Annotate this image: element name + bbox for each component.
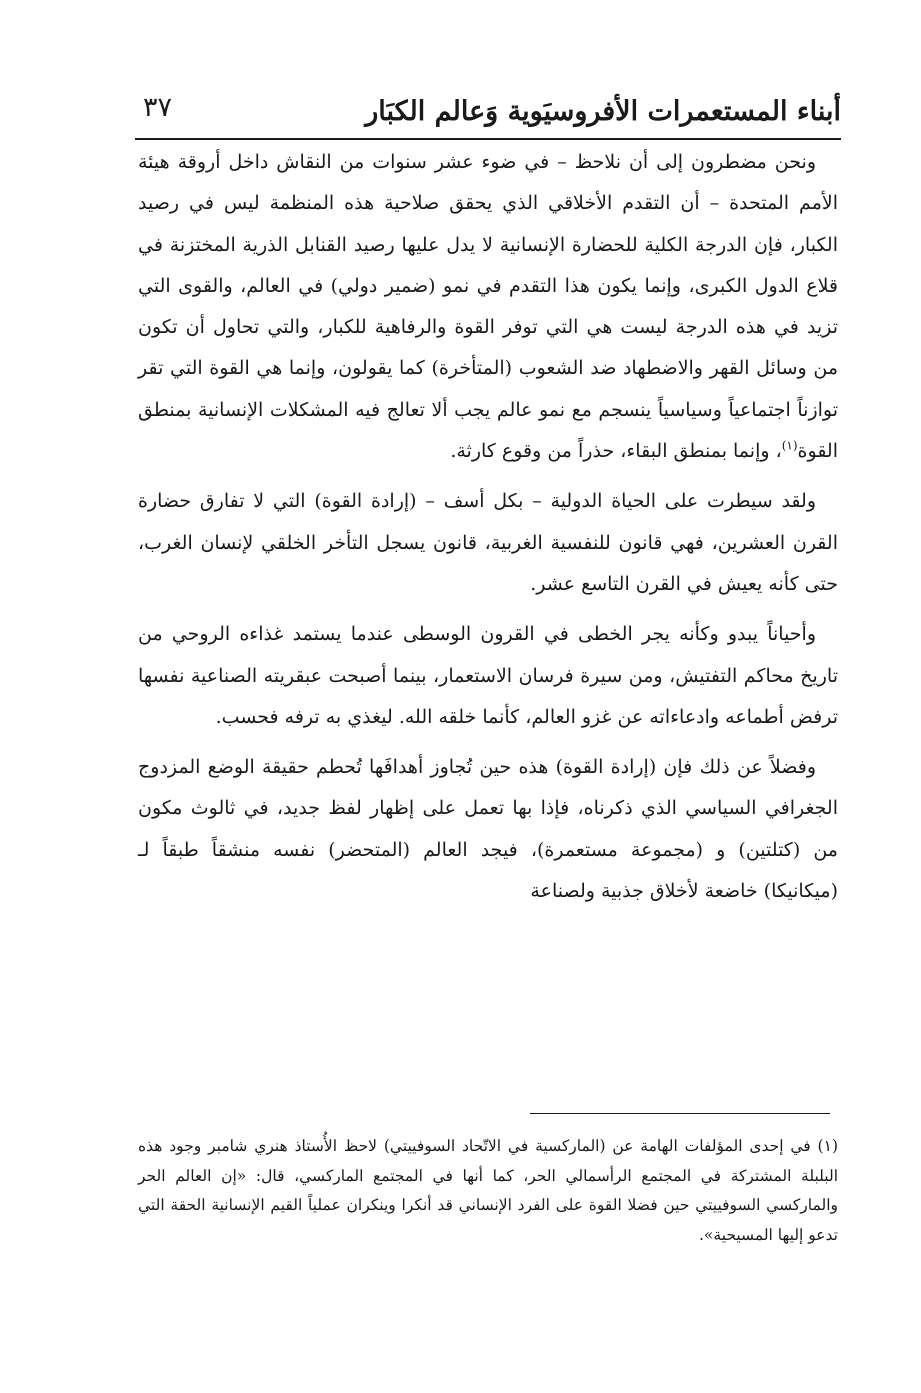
page-number: ٣٧ bbox=[143, 92, 173, 123]
paragraph-4: وفضلاً عن ذلك فإن (إرادة القوة) هذه حين تُجاوز أهدافَها تُحطم حقيقة الوضع المزدوج الجغرافي السياسي الذي ذكرناه، فإذا بها تعمل على إظهار لفظ جديد، في ثالوث مكون من (كتلتين) و (مجموعة مستعمرة)، فيجد العالم (المتحضر) نفسه منشقاً طبقاً لـ (ميكانيكا) خاضعة لأخلاق جذبية ولصناعة bbox=[138, 756, 838, 903]
paragraph-1 bbox=[138, 142, 838, 472]
paragraph-1-text-end: ، وإنما بمنطق البقاء، حذراً من وقوع كارثة. bbox=[450, 440, 782, 463]
footnote-reference: (١) bbox=[781, 438, 798, 453]
paragraph-2: ولقد سيطرت على الحياة الدولية – بكل أسف – (إرادة القوة) التي لا تفارق حضارة القرن العشرين، فهي قانون للنفسية الغربية، قانون يسجل التأخر الخلقي لإنسان الغرب، حتى كأنه يعيش في القرن التاسع عشر. bbox=[138, 490, 838, 595]
paragraph-1-text: ونحن مضطرون إلى أن نلاحظ – في ضوء عشر سنوات من النقاش داخل أروقة هيئة الأمم المتحدة – أن التقدم الأخلاقي الذي يحقق صلاحية هذه المنظمة ليس في رصيد الكبار، فإن الدرجة الكلية للحضارة الإنسانية لا يدل عليها رصيد القنابل الذرية المختزنة في قلاع الدول الكبرى، وإنما يكون هذا التقدم في نمو (ضمير دولي) في العالم، والقوى التي تزيد في هذه الدرجة ليست هي التي توفر القوة والرفاهية للكبار، والتي تحاول أن تكون من وسائل القهر والاضطهاد ضد الشعوب (المتأخرة) كما يقولون، وإنما هي القوة التي تقر توازناً اجتماعياً وسياسياً ينسجم مع نمو عالم يجب ألا تعالج فيه المشكلات الإنسانية بمنطق القوة bbox=[138, 151, 838, 463]
main-text bbox=[138, 142, 838, 921]
footnote: (١) في إحدى المؤلفات الهامة عن (الماركسية في الاتّحاد السوفييتي) لاحظ الأُستاذ هنري شامبر وجود هذه البلبلة المشتركة في المجتمع الرأسمالي الحر، كما أنها في المجتمع الماركسي، قال: «إن العالم الحر والماركسي السوفييتي حين فضلا القوة على الفرد الإنساني قد أنكرا وينكران عملياً القيم الإنسانية الحقة التي تدعو إليها المسيحية». bbox=[138, 1137, 838, 1244]
page-header bbox=[135, 80, 841, 136]
header-rule bbox=[135, 138, 841, 140]
paragraph-3: وأحياناً يبدو وكأنه يجر الخطى في القرون الوسطى عندما يستمد غذاءه الروحي من تاريخ محاكم التفتيش، ومن سيرة فرسان الاستعمار، بينما أصبحت عبقريته الصناعية نفسها ترفض أطماعه وادعاءاته عن غزو العالم، كأنما خلقه الله. ليغذي به ترفه فحسب. bbox=[138, 623, 838, 728]
footnote-rule bbox=[530, 1113, 830, 1114]
running-title: أبناء المستعمرات الأفروسيَوية وَعالم الكبَار bbox=[365, 96, 841, 127]
